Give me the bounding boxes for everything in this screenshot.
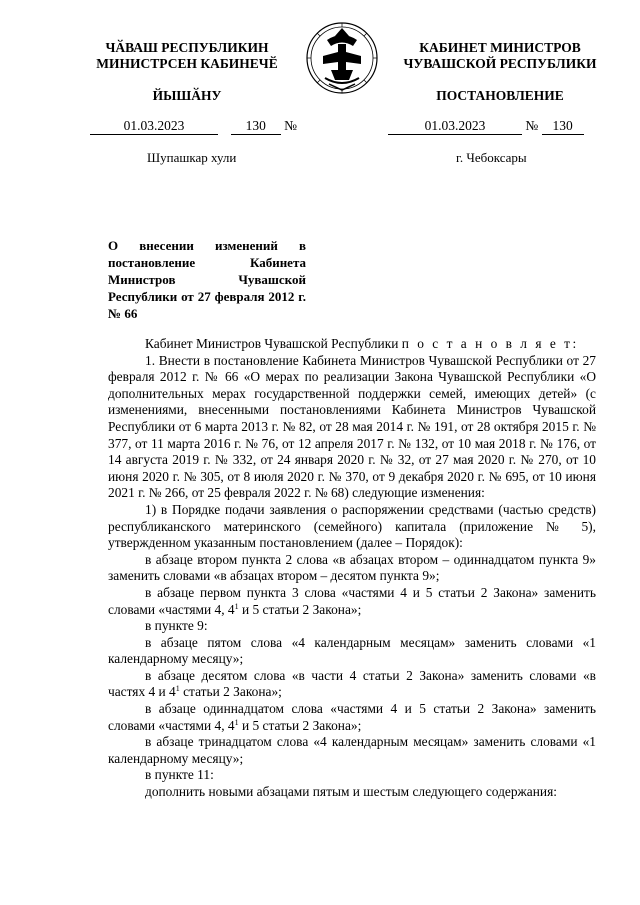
paragraph-7-text-a: в абзаце десятом слова «в части 4 статьи 2 Закона» заменить словами «в частях 4 и 4 <box>108 667 596 700</box>
paragraph-8-superscript: 1 <box>234 717 239 727</box>
paragraph-7-text-b: статьи 2 Закона»; <box>179 684 282 700</box>
paragraph-8-text-a: в абзаце одиннадцатом слова «частями 4 и 5 статьи 2 Закона» заменить словами «частями 4, 4 <box>108 701 596 733</box>
left-date: 01.03.2023 <box>90 118 218 135</box>
left-header-line1: ЧӐВАШ РЕСПУБЛИКИН <box>105 40 269 55</box>
left-header-line2: МИНИСТРСЕН КАБИНЕЧӖ <box>96 56 278 71</box>
paragraph-5: в пункте 9: <box>145 618 208 634</box>
paragraph-4-text-a: в абзаце первом пункта 3 слова «частями 4 и 5 статьи 2 Закона» заменить словами «частями 4, 4 <box>108 584 596 617</box>
right-document-kind: ПОСТАНОВЛЕНИЕ <box>436 88 564 103</box>
paragraph-10: в пункте 11: <box>145 767 214 783</box>
paragraph-3: в абзаце втором пункта 2 слова «в абзацах втором – одиннадцатом пункта 9» заменить словами «в абзацах втором – десятом пункта 9»; <box>108 551 596 584</box>
paragraph-1: 1. Внести в постановление Кабинета Министров Чувашской Республики от 27 февраля 2012 г. № 66 «О мерах по реализации Закона Чувашской Республики «О дополнительных мерах государственной поддержки семей, имеющих детей» (с изменениями, внесенными постановлениями Кабинета Министров Чувашской Республики от 6 марта 2013 г. № 82, от 28 мая 2014 г. № 191, от 28 октября 2015 г. № 377, от 11 марта 2016 г. № 76, от 12 апреля 2017 г. № 132, от 10 мая 2018 г. № 176, от 14 августа 2019 г. № 332, от 24 января 2020 г. № 32, от 27 мая 2020 г. № 270, от 10 июня 2020 г. № 305, от 8 июля 2020 г. № 370, от 9 декабря 2020 г. № 695, от 10 июня 2021 г. № 266, от 25 февраля 2022 г. № 68) следующие изменения: <box>108 352 596 501</box>
intro-paragraph <box>108 336 596 353</box>
paragraph-2: 1) в Порядке подачи заявления о распоряжении средствами (частью средств) республиканского материнского (семейного) капитала (приложение № 5), утвержденном указанным постановлением (далее – Порядок): <box>108 501 596 551</box>
right-header <box>385 40 615 72</box>
paragraph-4-text-b: и 5 статьи 2 Закона»; <box>238 601 362 617</box>
paragraph-4 <box>108 585 596 618</box>
left-header <box>72 40 302 72</box>
right-date: 01.03.2023 <box>388 118 522 135</box>
chuvash-republic-emblem-icon <box>305 18 379 98</box>
paragraph-11: дополнить новыми абзацами пятым и шестым следующего содержания: <box>145 784 557 800</box>
paragraph-4-superscript: 1 <box>234 601 239 611</box>
paragraph-7 <box>108 668 596 701</box>
left-document-kind: ЙЫШӐНУ <box>152 88 222 103</box>
right-number-sign: № <box>525 118 539 133</box>
left-number: 130 <box>231 118 281 135</box>
document-title: О внесении изменений в постановление Кабинета Министров Чувашской Республики от 27 февраля 2012 г. № 66 <box>108 238 306 321</box>
right-place: г. Чебоксары <box>456 150 527 165</box>
left-place: Шупашкар хули <box>147 150 237 165</box>
intro-decree-word: п о с т а н о в л я е т: <box>401 336 579 351</box>
paragraph-8-text-b: и 5 статьи 2 Закона»; <box>238 717 362 733</box>
left-date-line <box>90 118 297 135</box>
right-header-line2: ЧУВАШСКОЙ РЕСПУБЛИКИ <box>403 56 597 71</box>
paragraph-7-superscript: 1 <box>175 684 180 694</box>
paragraph-9: в абзаце тринадцатом слова «4 календарным месяцам» заменить словами «1 календарному месяцу»; <box>108 734 596 766</box>
paragraph-8 <box>108 701 596 734</box>
left-number-sign: № <box>284 118 298 133</box>
intro-text: Кабинет Министров Чувашской Республики <box>145 336 399 351</box>
right-number: 130 <box>542 118 584 135</box>
right-header-line1: КАБИНЕТ МИНИСТРОВ <box>419 40 581 55</box>
document-body <box>108 336 596 801</box>
paragraph-6: в абзаце пятом слова «4 календарным месяцам» заменить словами «1 календарному месяцу»; <box>108 634 596 667</box>
right-date-line <box>388 118 584 135</box>
